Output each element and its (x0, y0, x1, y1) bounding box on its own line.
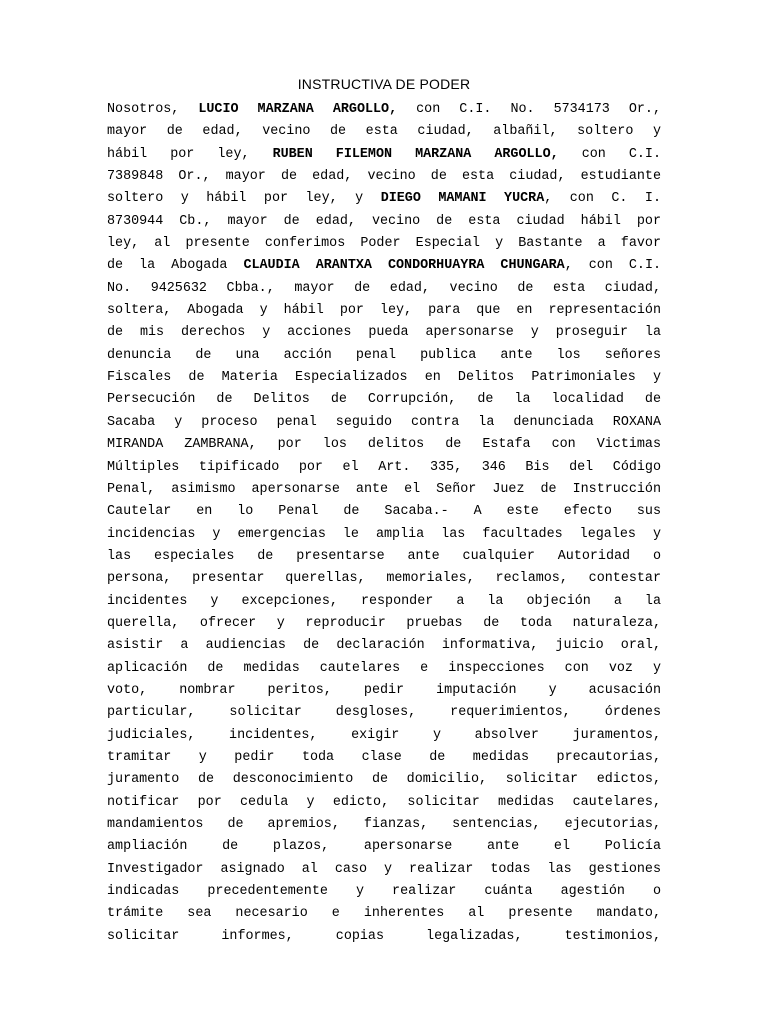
text-segment: Nosotros, (107, 102, 199, 117)
text-segment: mayor de edad, vecino de esta ciudad, albañil, soltero y (107, 124, 661, 140)
text-line (107, 725, 661, 747)
text-line (107, 457, 661, 479)
text-line (107, 501, 661, 523)
text-line (107, 233, 661, 255)
text-line (107, 300, 661, 322)
text-line (107, 412, 661, 434)
text-segment: Persecución de Delitos de Corrupción, de la localidad de (107, 392, 661, 408)
text-segment: Sacaba y proceso penal seguido contra la denunciada ROXANA (107, 414, 661, 430)
text-line (107, 211, 661, 233)
text-line (107, 814, 661, 836)
text-segment: con C.I. (558, 146, 661, 162)
text-segment: querella, ofrecer y reproducir pruebas de toda naturaleza, (107, 615, 661, 631)
text-segment: 7389848 Or., mayor de edad, vecino de esta ciudad, estudiante (107, 169, 661, 185)
text-segment: tramitar y pedir toda clase de medidas precautorias, (107, 749, 661, 765)
text-line (107, 926, 661, 948)
text-segment: ley, al presente conferimos Poder Especial y Bastante a favor (107, 236, 661, 252)
text-segment: notificar por cedula y edicto, solicitar medidas cautelares, (107, 794, 661, 810)
text-segment: incidencias y emergencias le amplia las facultades legales y (107, 526, 661, 542)
text-line (107, 568, 661, 590)
text-line (107, 836, 661, 858)
text-segment: denuncia de una acción penal publica ante los señores (107, 347, 661, 363)
text-segment: Múltiples tipificado por el Art. 335, 346 Bis del Código (107, 459, 661, 475)
text-line (107, 524, 661, 546)
text-segment: judiciales, incidentes, exigir y absolver juramentos, (107, 727, 661, 743)
text-line (107, 367, 661, 389)
text-line (107, 747, 661, 769)
text-line (107, 702, 661, 724)
text-segment: No. 9425632 Cbba., mayor de edad, vecino de esta ciudad, (107, 280, 661, 296)
text-segment: particular, solicitar desgloses, requerimientos, órdenes (107, 705, 661, 721)
text-line (107, 613, 661, 635)
text-line (107, 769, 661, 791)
text-line (107, 859, 661, 881)
text-segment: las especiales de presentarse ante cualquier Autoridad o (107, 548, 661, 564)
text-segment: de mis derechos y acciones pueda apersonarse y proseguir la (107, 325, 661, 341)
text-segment: con C.I. No. 5734173 Or., (397, 102, 661, 117)
text-line (107, 278, 661, 300)
text-line (107, 635, 661, 657)
text-line (107, 322, 661, 344)
text-segment: MIRANDA ZAMBRANA, por los delitos de Estafa con Victimas (107, 437, 661, 453)
text-segment: incidentes y excepciones, responder a la objeción a la (107, 593, 661, 609)
text-segment: trámite sea necesario e inherentes al presente mandato, (107, 906, 661, 922)
text-segment: asistir a audiencias de declaración informativa, juicio oral, (107, 638, 661, 654)
bold-name-text: CLAUDIA ARANTXA CONDORHUAYRA CHUNGARA (243, 258, 565, 274)
text-line (107, 680, 661, 702)
text-line (107, 658, 661, 680)
text-line (107, 434, 661, 456)
text-segment: 8730944 Cb., mayor de edad, vecino de esta ciudad hábil por (107, 213, 661, 229)
text-segment: soltero y hábil por ley, y (107, 191, 381, 207)
text-segment: , con C. I. (544, 191, 661, 207)
text-segment: mandamientos de apremios, fianzas, sentencias, ejecutorias, (107, 817, 661, 832)
text-line (107, 792, 661, 814)
text-segment: soltera, Abogada y hábil por ley, para que en representación (107, 303, 661, 319)
text-line (107, 903, 661, 925)
text-line (107, 546, 661, 568)
text-line (107, 188, 661, 210)
text-line (107, 389, 661, 411)
text-line (107, 479, 661, 501)
bold-name-text: DIEGO MAMANI YUCRA (380, 191, 545, 207)
text-segment: solicitar informes, copias legalizadas, testimonios, (107, 928, 661, 944)
text-line (107, 591, 661, 613)
text-segment: de la Abogada (107, 258, 244, 274)
text-segment: indicadas precedentemente y realizar cuánta agestión o (107, 884, 661, 900)
document-body (107, 99, 661, 948)
text-segment: hábil por ley, (107, 146, 273, 162)
text-line (107, 881, 661, 903)
bold-name-text: LUCIO MARZANA ARGOLLO, (198, 102, 398, 117)
text-segment: juramento de desconocimiento de domicilio, solicitar edictos, (107, 772, 661, 788)
text-line (107, 144, 661, 166)
text-segment: , con C.I. (564, 258, 661, 274)
bold-name-text: RUBEN FILEMON MARZANA ARGOLLO, (272, 146, 559, 162)
text-segment: voto, nombrar peritos, pedir imputación y acusación (107, 682, 661, 698)
text-segment: ampliación de plazos, apersonarse ante el Policía (107, 839, 661, 855)
text-line (107, 255, 661, 277)
text-segment: Fiscales de Materia Especializados en Delitos Patrimoniales y (107, 370, 661, 386)
text-segment: persona, presentar querellas, memoriales, reclamos, contestar (107, 571, 661, 587)
text-line (107, 99, 661, 121)
text-segment: Penal, asimismo apersonarse ante el Señor Juez de Instrucción (107, 481, 661, 497)
text-line (107, 166, 661, 188)
text-segment: aplicación de medidas cautelares e inspecciones con voz y (107, 660, 661, 676)
text-segment: Investigador asignado al caso y realizar todas las gestiones (107, 861, 661, 877)
text-line (107, 345, 661, 367)
text-segment: Cautelar en lo Penal de Sacaba.- A este efecto sus (107, 504, 661, 520)
text-line (107, 121, 661, 143)
document-title: INSTRUCTIVA DE PODER (297, 76, 471, 92)
